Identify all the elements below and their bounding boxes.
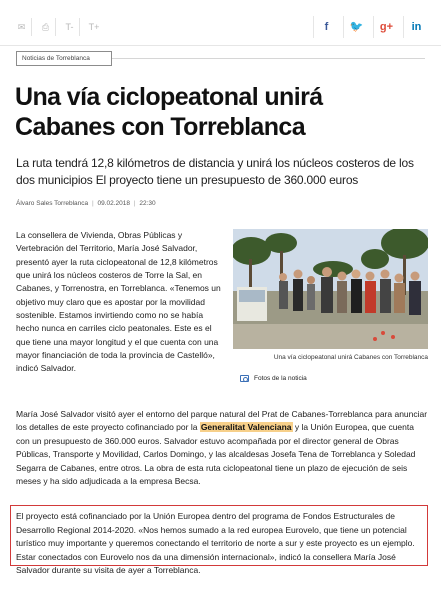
body-paragraph-highlighted: El proyecto está cofinanciado por la Unión Europea dentro del programa de Fondos Estructurales de Desarrollo Regional 2014-2020. «Nos hemos sumado a la red europea Eurovelo, que tiene un potencial turístico muy importante y queremos conectando el territorio de norte a sur y este proyecto es un ejemplo. Estar conectados con Eurovelo nos da una dimensión internacional», indicó la consellera María José Salvador durante su visita de ayer a Torreblanca.	[16, 511, 415, 576]
divider	[112, 58, 425, 59]
photos-link[interactable]	[240, 375, 307, 382]
body-text: María José Salvador visitó ayer el entorno del parque natural del Prat de Cabanes-Torreblanca para anunciar los detalles de este proyecto cofinanciado por la	[16, 409, 428, 433]
group-photo-illustration	[233, 229, 428, 349]
google-plus-icon[interactable]: g+	[373, 16, 399, 38]
camera-icon	[240, 375, 249, 382]
publish-time: 22:30	[139, 200, 156, 207]
section-tag[interactable]: Noticias de Torreblanca	[16, 51, 112, 66]
share-group	[309, 16, 429, 38]
facebook-icon[interactable]: f	[313, 16, 339, 38]
lead-paragraph: La consellera de Vivienda, Obras Públicas y Vertebración del Territorio, María José Salvador, presentó ayer la ruta ciclopeatonal de 12,8 kilómetros que unirá los núcleos costeros de Torre la Sal, en Cabanes, y Torrenostra, en Torreblanca. «Tenemos un objetivo muy claro que es apostar por la movilidad sostenible. Estamos invirtiendo como no se había hecho nunca en carriles ciclo peatonales. Este es el que tiene una mayor longitud y el que cuenta con una mayor financiación de toda la provincia de Castelló», indicó Salvador.	[16, 230, 221, 374]
page-title: Una vía ciclopeatonal unirá Cabanes con Torreblanca	[15, 83, 323, 141]
email-icon[interactable]: ✉	[12, 18, 32, 36]
twitter-icon[interactable]: 🐦	[343, 16, 369, 38]
body-text: y la Unión Europea, que cuenta con un presupuesto de 360.000 euros. Salvador estuvo acompañada por el director general de Obras Públicas, Transporte y Movilidad, Carlos Domingo, y las alcaldesas Josefa Tena de Torreblanca y Soledad Segarra de Cabanes, entre otros. La obra de esta ruta ciclopeatonal tiene un plazo de ejecución de seis meses y ha sido adjudicada a la empresa Becsa.	[16, 422, 416, 487]
highlighted-link[interactable]: Generalitat Valenciana	[200, 422, 292, 433]
body-paragraph	[16, 408, 428, 488]
increase-font-icon[interactable]: T+	[88, 22, 100, 32]
article-photo[interactable]	[233, 229, 428, 349]
tools-group	[12, 18, 108, 36]
linkedin-icon[interactable]: in	[403, 16, 429, 38]
photos-link-label: Fotos de la noticia	[254, 375, 307, 382]
article-subtitle: La ruta tendrá 12,8 kilómetros de distancia y unirá los núcleos costeros de los dos municipios El proyecto tiene un presupuesto de 360.000 euros	[16, 156, 414, 187]
decrease-font-icon[interactable]: T-	[60, 18, 80, 36]
author-name: Álvaro Sales Torreblanca	[16, 200, 89, 207]
article-toolbar	[0, 10, 441, 46]
publish-date: 09.02.2018	[97, 200, 131, 207]
photo-caption: Una vía ciclopeatonal unirá Cabanes con Torreblanca	[273, 354, 428, 361]
byline: Álvaro Sales Torreblanca | 09.02.2018 | 22:30	[16, 200, 156, 207]
print-icon[interactable]: ⎙	[36, 18, 56, 36]
